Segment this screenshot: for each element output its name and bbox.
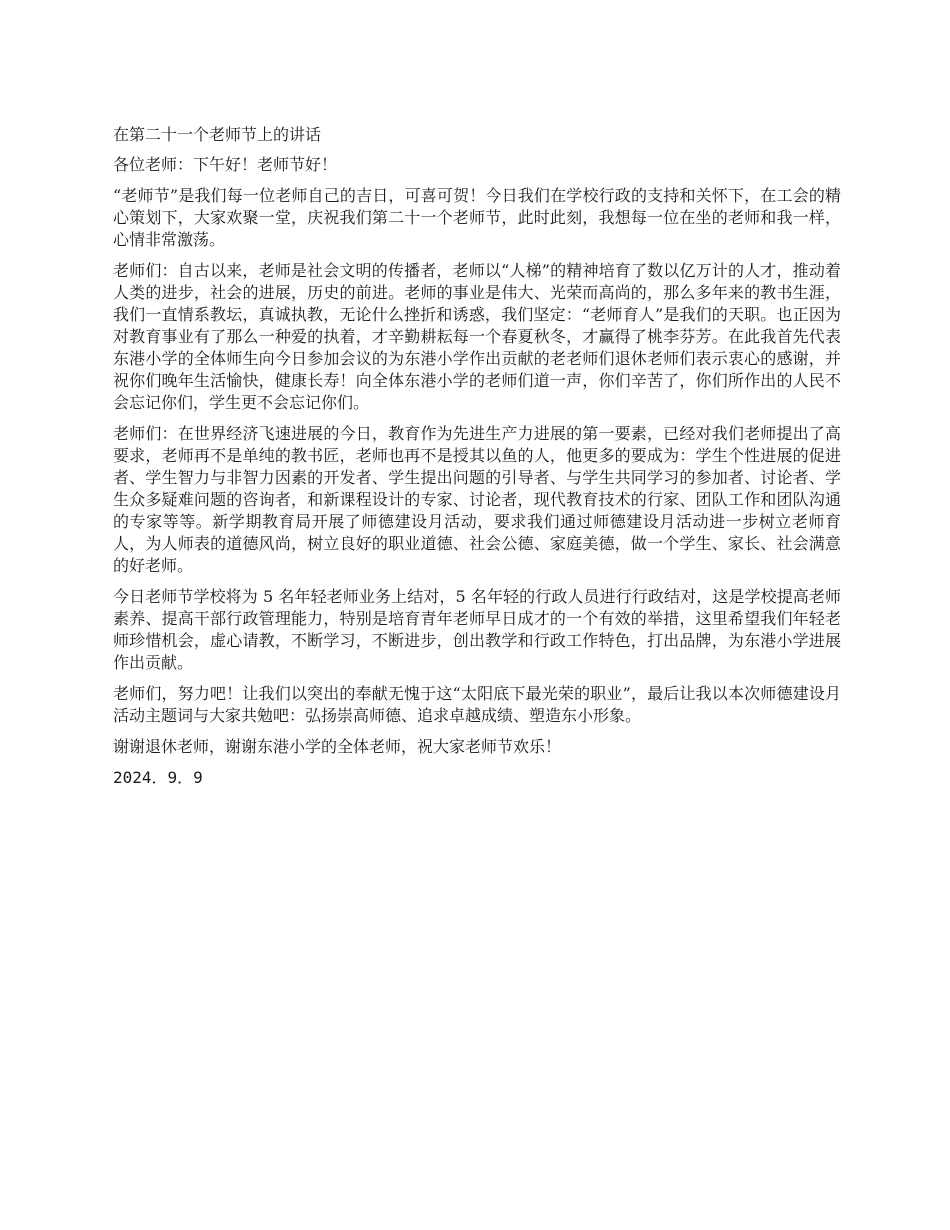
paragraph-3: 老师们：在世界经济飞速进展的今日，教育作为先进生产力进展的第一要素，已经对我们老师提出了高要求，老师再不是单纯的教书匠，老师也再不是授其以鱼的人，他更多的要成为：学生个性进展的促进者、学生智力与非智力因素的开发者、学生提出问题的引导者、与学生共同学习的参加者、讨论者、学生众多疑难问题的咨询者，和新课程设计的专家、讨论者，现代教育技术的行家、团队工作和团队沟通的专家等等。新学期教育局开展了师德建设月活动，要求我们通过师德建设月活动进一步树立老师育人，为人师表的道德风尚，树立良好的职业道德、社会公德、家庭美德，做一个学生、家长、社会满意的好老师。 xyxy=(113,424,841,575)
paragraph-1: “老师节”是我们每一位老师自己的吉日，可喜可贺！今日我们在学校行政的支持和关怀下，在工会的精心策划下，大家欢聚一堂，庆祝我们第二十一个老师节，此时此刻，我想每一位在坐的老师和我一样，心情非常激荡。 xyxy=(113,186,841,249)
paragraph-6: 谢谢退休老师，谢谢东港小学的全体老师，祝大家老师节欢乐！ xyxy=(113,737,562,756)
document-page xyxy=(113,124,841,789)
paragraph-5: 老师们，努力吧！让我们以突出的奉献无愧于这“太阳底下最光荣的职业”，最后让我以本次师德建设月活动主题词与大家共勉吧：弘扬崇高师德、追求卓越成绩、塑造东小形象。 xyxy=(113,684,841,725)
paragraph-4: 今日老师节学校将为 5 名年轻老师业务上结对，5 名年轻的行政人员进行行政结对，这是学校提高老师素养、提高干部行政管理能力，特别是培育青年老师早日成才的一个有效的举措，这里希望我们年轻老师珍惜机会，虚心请教，不断学习，不断进步，创出教学和行政工作特色，打出品牌，为东港小学进展作出贡献。 xyxy=(113,587,841,672)
greeting: 各位老师：下午好！老师节好！ xyxy=(113,155,338,174)
document-title: 在第二十一个老师节上的讲话 xyxy=(113,125,322,144)
document-date: 2024．9．9 xyxy=(113,768,203,787)
paragraph-2: 老师们：自古以来，老师是社会文明的传播者，老师以“人梯”的精神培育了数以亿万计的人才，推动着人类的进步，社会的进展，历史的前进。老师的事业是伟大、光荣而高尚的，那么多年来的教书生涯，我们一直情系教坛，真诚执教，无论什么挫折和诱惑，我们坚定：“老师育人”是我们的天职。也正因为对教育事业有了那么一种爱的执着，才辛勤耕耘每一个春夏秋冬，才赢得了桃李芬芳。在此我首先代表东港小学的全体师生向今日参加会议的为东港小学作出贡献的老老师们退休老师们表示衷心的感谢，并祝你们晚年生活愉快，健康长寿！向全体东港小学的老师们道一声，你们辛苦了，你们所作出的人民不会忘记你们，学生更不会忘记你们。 xyxy=(113,261,841,412)
